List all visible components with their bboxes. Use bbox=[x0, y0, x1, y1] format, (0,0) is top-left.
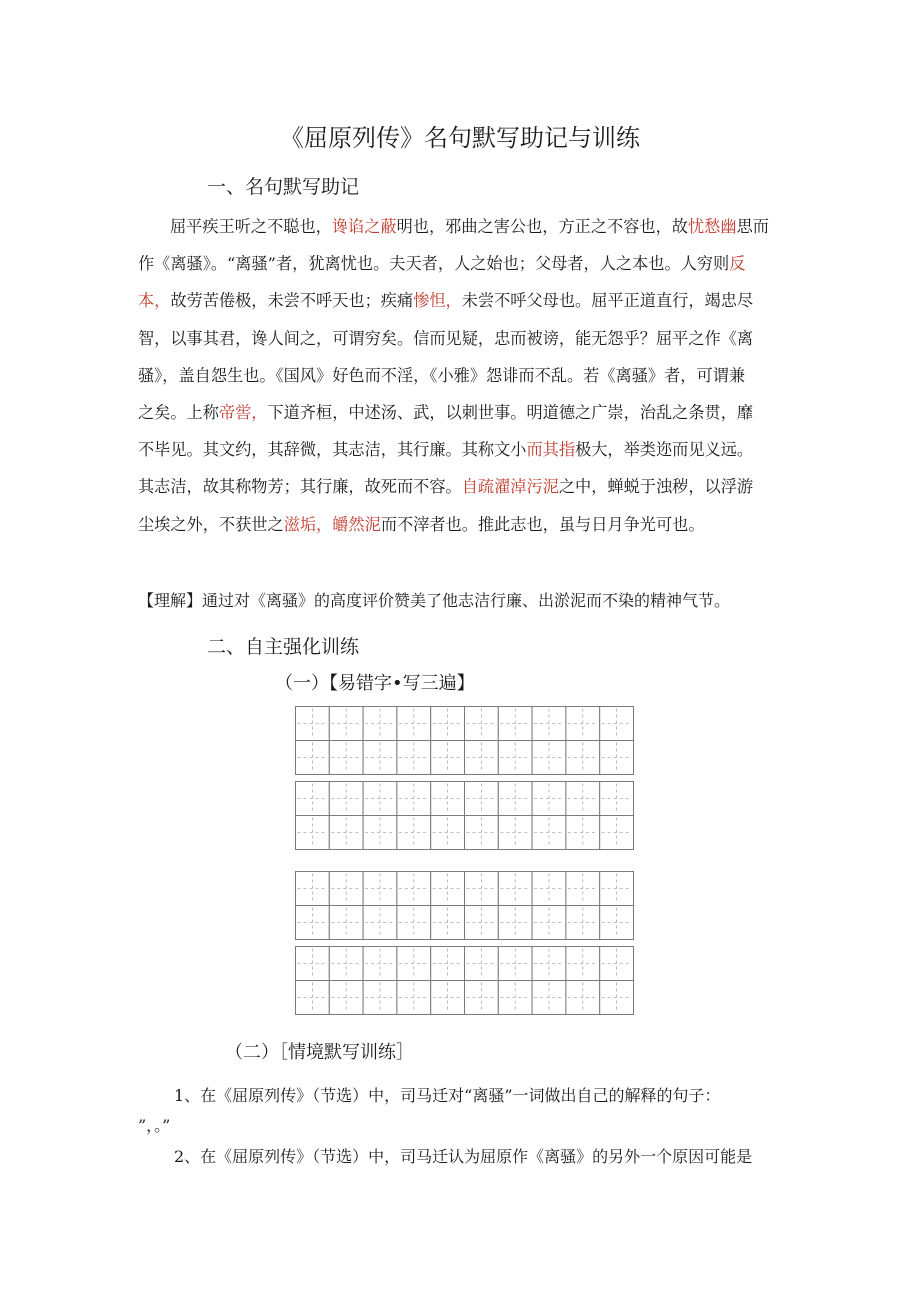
passage-text: 屈平疾王听之不聪也， bbox=[170, 217, 332, 236]
passage-text: 之中，蝉蜕于浊秽，以浮游 bbox=[558, 477, 754, 497]
passage-text: 明也，邪曲之害公也，方正之不容也，故 bbox=[396, 217, 688, 236]
passage-text: 不毕见。其文约，其辞微，其志洁，其行廉。其称文小 bbox=[138, 440, 527, 460]
passage-text: 之矣。上称 bbox=[138, 402, 219, 422]
highlighted-phrase: 惨怛， bbox=[413, 291, 462, 311]
passage-text: 故劳苦倦极，未尝不呼天也；疾痛 bbox=[170, 291, 414, 311]
passage-line bbox=[138, 245, 798, 282]
highlighted-phrase: 反 bbox=[729, 254, 746, 274]
writing-grid-4[interactable] bbox=[295, 946, 633, 1015]
passage-line bbox=[138, 282, 798, 319]
section-heading-1: 一、名句默写助记 bbox=[207, 176, 360, 198]
highlighted-phrase: 本， bbox=[138, 291, 171, 311]
passage-text: 作《离骚》。“离骚”者，犹离忧也。夫天者，人之始也；父母者，人之本也。人穷则 bbox=[138, 254, 730, 274]
passage-text: 思而 bbox=[736, 217, 769, 236]
passage-text: 骚》，盖自怨生也。《国风》好色而不淫，《小雅》怨诽而不乱。若《离骚》者，可谓兼 bbox=[138, 365, 746, 385]
question-2-text: 2、在《屈原列传》（节选）中，司马迁认为屈原作《离骚》的另外一个原因可能是 bbox=[174, 1147, 753, 1166]
sub-heading-1: （一）【易错字•写三遍】 bbox=[275, 673, 475, 694]
passage-line bbox=[138, 357, 798, 394]
question-1-answer-line[interactable]: ”，。” bbox=[138, 1116, 171, 1135]
note-label: 【理解】 bbox=[138, 591, 203, 610]
writing-grid-2[interactable] bbox=[295, 781, 633, 850]
question-2 bbox=[138, 1142, 808, 1172]
page-title: 《屈原列传》名句默写助记与训练 bbox=[280, 124, 640, 152]
passage-text: 下道齐桓，中述汤、武，以刺世事。明道德之广崇，治乱之条贯，靡 bbox=[267, 402, 754, 422]
passage-line bbox=[138, 320, 798, 357]
question-1 bbox=[138, 1081, 808, 1141]
writing-grid-1[interactable] bbox=[295, 706, 633, 775]
passage-text: 智，以事其君，谗人间之，可谓穷矣。信而见疑，忠而被谤，能无怨乎？屈平之作《离 bbox=[138, 328, 754, 348]
passage-line bbox=[138, 431, 798, 468]
passage-text: 极大，举类迩而见义远。 bbox=[575, 440, 754, 460]
passage bbox=[138, 208, 798, 543]
note-text: 通过对《离骚》的高度评价赞美了他志洁行廉、出淤泥而不染的精神气节。 bbox=[202, 591, 731, 610]
understanding-note bbox=[138, 586, 818, 616]
grid-svg bbox=[295, 781, 634, 850]
writing-grid-3[interactable] bbox=[295, 871, 633, 940]
passage-line bbox=[138, 208, 798, 245]
passage-line bbox=[138, 468, 798, 505]
section-heading-2: 二、自主强化训练 bbox=[207, 636, 360, 658]
passage-text: 未尝不呼父母也。屈平正道直行，竭忠尽 bbox=[461, 291, 754, 311]
grid-svg bbox=[295, 946, 634, 1015]
sub-heading-2: （二）［情境默写训练］ bbox=[225, 1042, 414, 1063]
question-1-text: 1、在《屈原列传》（节选）中，司马迁对“离骚”一词做出自己的解释的句子： bbox=[174, 1086, 721, 1105]
passage-text: 而不滓者也。推此志也，虽与日月争光可也。 bbox=[380, 514, 705, 534]
passage-text: 尘埃之外，不获世之 bbox=[138, 514, 284, 534]
passage-text: 其志洁，故其称物芳；其行廉，故死而不容。 bbox=[138, 477, 462, 497]
grid-svg bbox=[295, 706, 634, 775]
highlighted-phrase: 谗谄之蔽 bbox=[331, 217, 397, 236]
highlighted-phrase: 滋垢，皭然泥 bbox=[283, 514, 381, 534]
passage-line bbox=[138, 394, 798, 431]
grid-svg bbox=[295, 871, 634, 940]
highlighted-phrase: 忧愁幽 bbox=[688, 217, 737, 236]
passage-line bbox=[138, 506, 798, 543]
highlighted-phrase: 而其指 bbox=[526, 440, 576, 460]
highlighted-phrase: 自疏濯淖污泥 bbox=[461, 477, 559, 497]
highlighted-phrase: 帝喾， bbox=[218, 402, 268, 422]
